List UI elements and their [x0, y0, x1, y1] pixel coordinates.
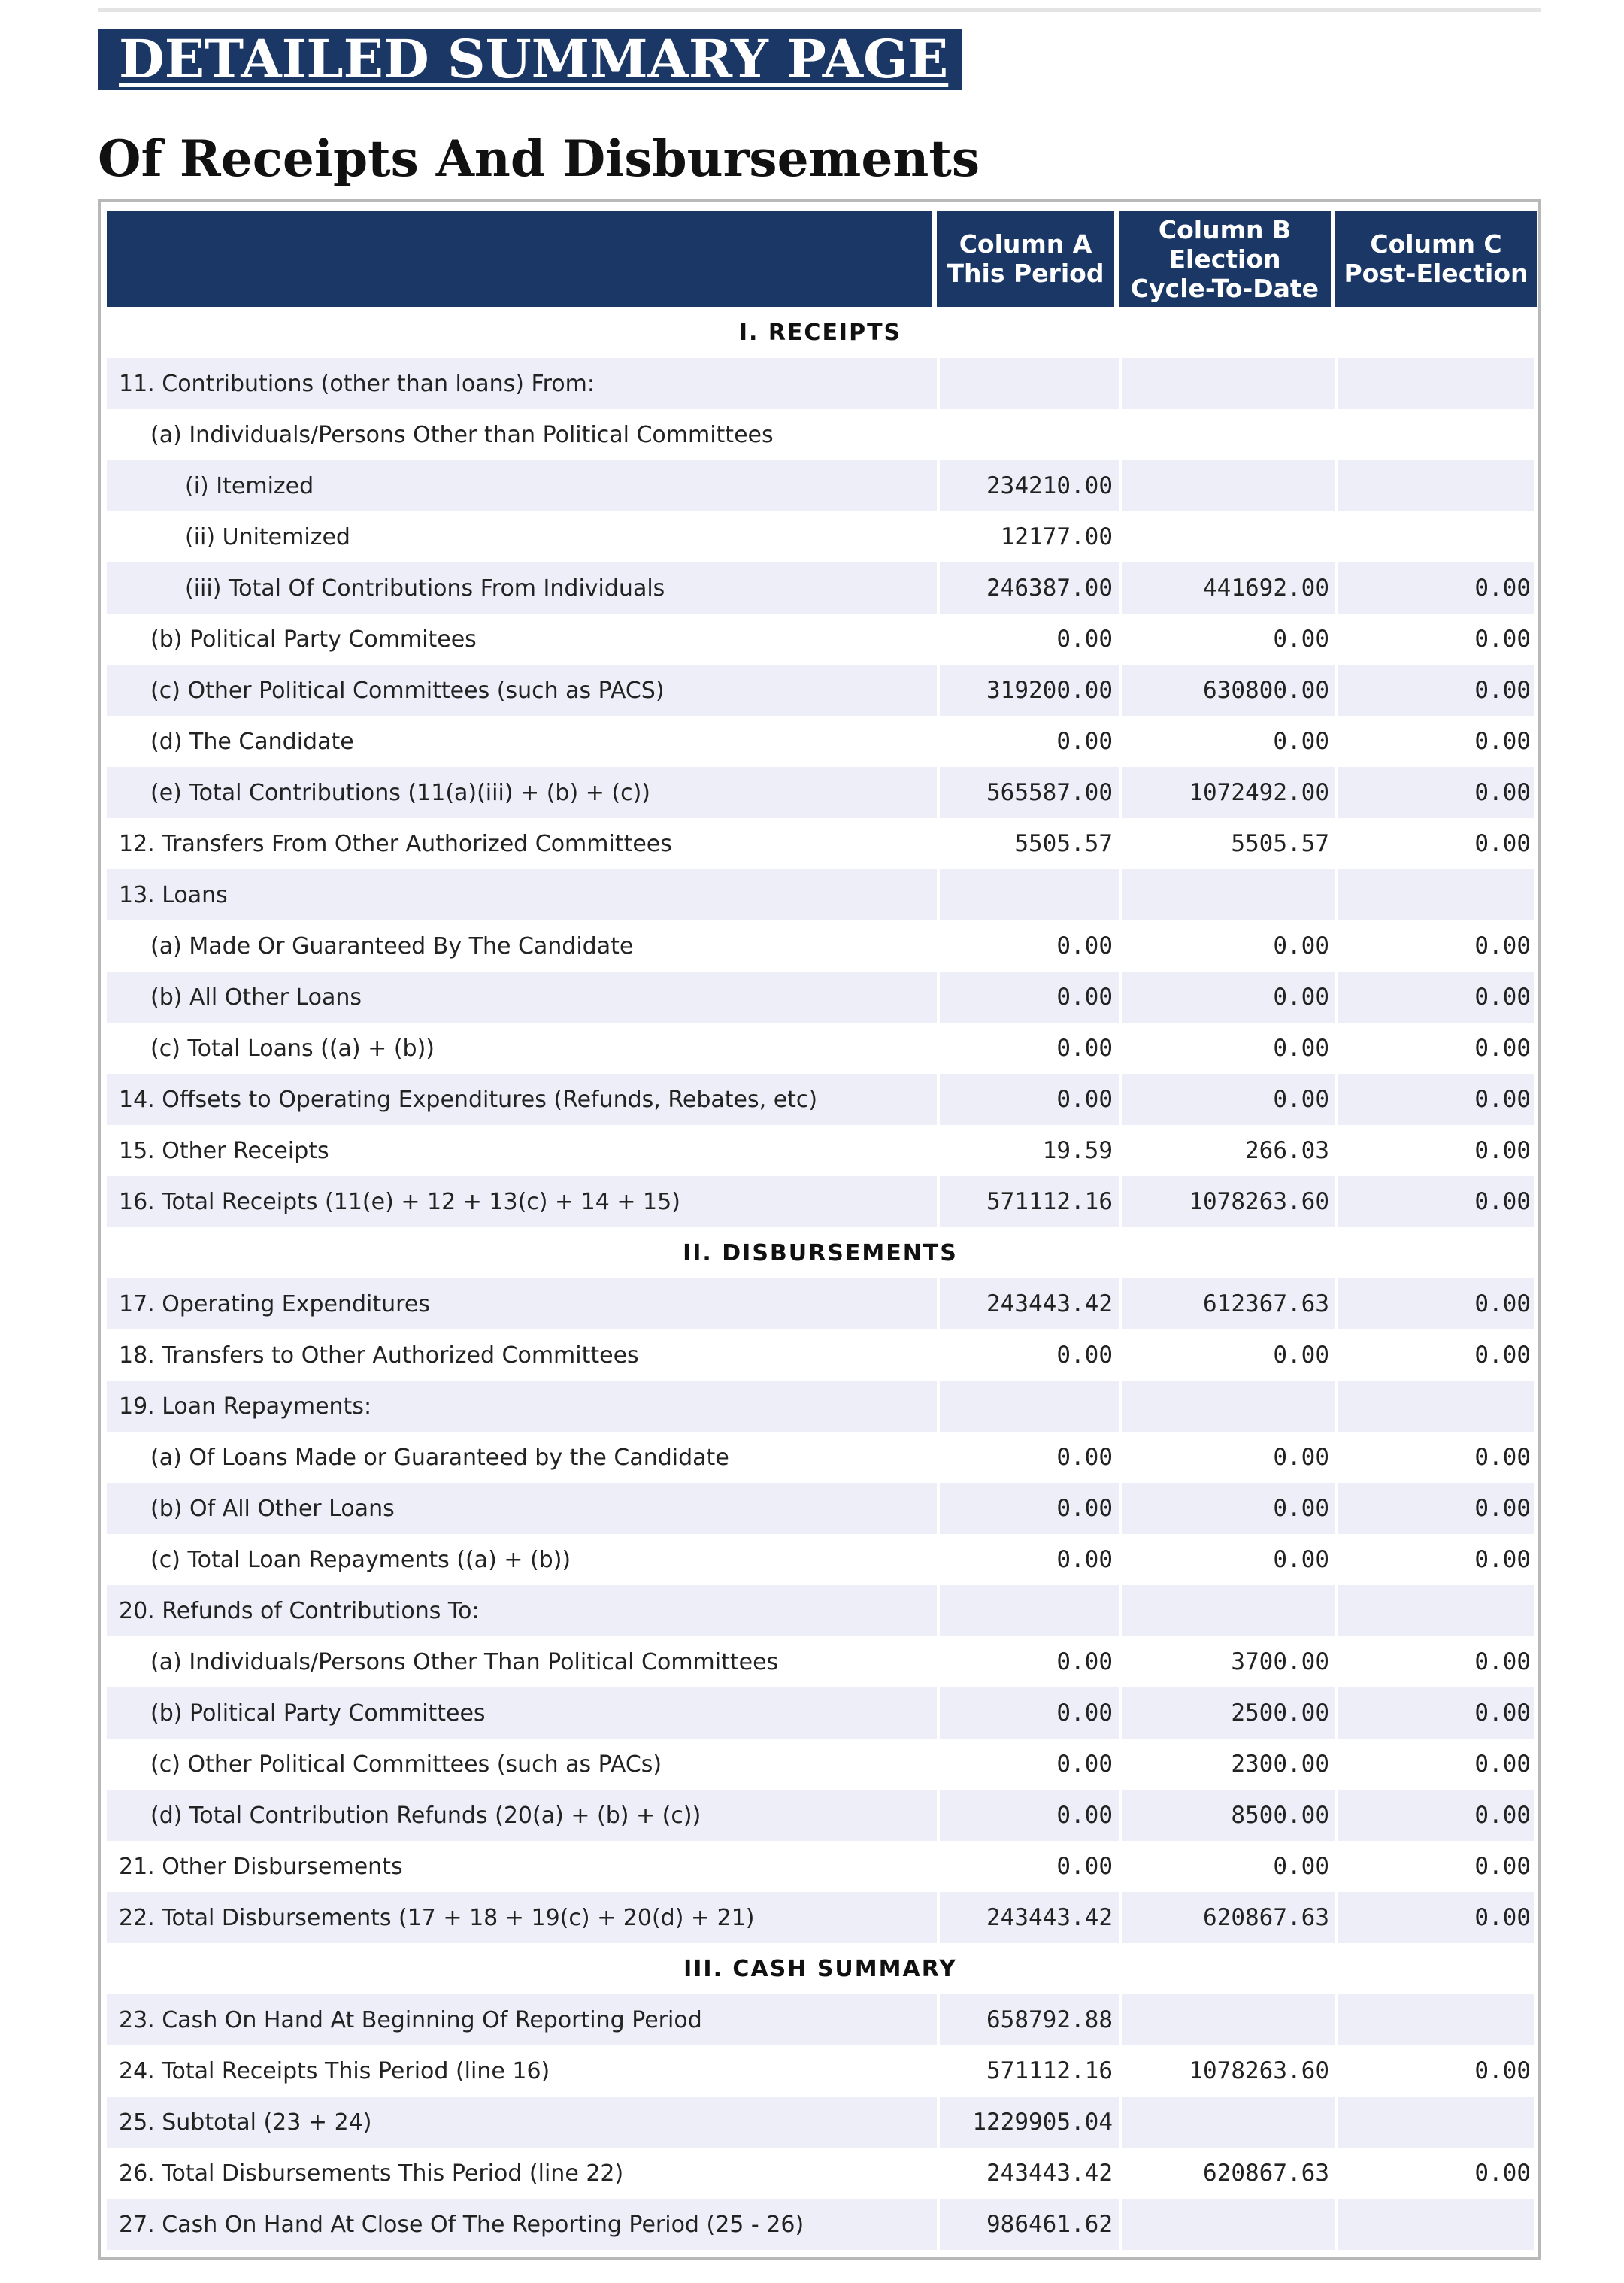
cell-column-a	[937, 1585, 1119, 1636]
table-row	[107, 2097, 1534, 2148]
table-row	[107, 1585, 1534, 1636]
table-row	[107, 614, 1534, 665]
cell-column-a: 658792.88	[937, 1994, 1119, 2045]
cell-column-b	[1119, 869, 1335, 920]
cell-column-b	[1119, 2097, 1335, 2148]
row-label: 14. Offsets to Operating Expenditures (Refunds, Rebates, etc)	[107, 1074, 937, 1125]
disbursements-rows	[107, 1278, 1534, 1943]
table-row	[107, 1023, 1534, 1074]
cash-summary-rows	[107, 1994, 1534, 2250]
cell-column-a: 0.00	[937, 1739, 1119, 1790]
cell-column-b: 3700.00	[1119, 1636, 1335, 1687]
cell-column-a: 0.00	[937, 1534, 1119, 1585]
table-row	[107, 1739, 1534, 1790]
cell-column-b: 441692.00	[1119, 562, 1335, 614]
cell-column-a	[937, 409, 1119, 460]
cell-column-c: 0.00	[1335, 818, 1534, 869]
row-label: (b) All Other Loans	[107, 972, 937, 1023]
row-label: (i) Itemized	[107, 460, 937, 511]
row-label: 19. Loan Repayments:	[107, 1381, 937, 1432]
cell-column-c: 0.00	[1335, 1687, 1534, 1739]
table-row	[107, 1074, 1534, 1125]
row-label: (b) Of All Other Loans	[107, 1483, 937, 1534]
table-row	[107, 767, 1534, 818]
row-label: (d) Total Contribution Refunds (20(a) + (b) + (c))	[107, 1790, 937, 1841]
cell-column-c: 0.00	[1335, 1841, 1534, 1892]
cell-column-b	[1119, 1381, 1335, 1432]
header-column-a	[937, 211, 1114, 307]
row-label: (c) Other Political Committees (such as PACs)	[150, 1751, 662, 1778]
table-row	[107, 2199, 1534, 2250]
cell-column-b: 612367.63	[1119, 1278, 1335, 1329]
cell-column-a: 243443.42	[937, 1892, 1119, 1943]
row-label: 18. Transfers to Other Authorized Committees	[119, 1342, 639, 1369]
row-label: (iii) Total Of Contributions From Individuals	[107, 562, 937, 614]
cell-column-b: 0.00	[1119, 1432, 1335, 1483]
section-header-disbursements: II. DISBURSEMENTS	[683, 1239, 958, 1266]
row-label: (c) Total Loan Repayments ((a) + (b))	[150, 1546, 571, 1573]
table-row	[107, 1329, 1534, 1381]
cell-column-c: 0.00	[1335, 972, 1534, 1023]
cell-column-a: 565587.00	[937, 767, 1119, 818]
cell-column-b: 0.00	[1119, 1483, 1335, 1534]
cell-column-b	[1119, 1585, 1335, 1636]
table-row	[107, 1534, 1534, 1585]
cell-column-a: 0.00	[937, 1636, 1119, 1687]
row-label: (c) Total Loans ((a) + (b))	[150, 1035, 435, 1062]
table-row	[107, 1994, 1534, 2045]
table-row	[107, 1278, 1534, 1329]
table-row	[107, 665, 1534, 716]
table-row	[107, 2045, 1534, 2097]
cell-column-a	[937, 358, 1119, 409]
table-row	[107, 1687, 1534, 1739]
cell-column-a: 0.00	[937, 614, 1119, 665]
cell-column-a: 0.00	[937, 1687, 1119, 1739]
cell-column-a: 243443.42	[937, 1278, 1119, 1329]
cell-column-c	[1335, 511, 1534, 562]
row-label: (a) Made Or Guaranteed By The Candidate	[150, 932, 634, 960]
cell-column-b: 0.00	[1119, 614, 1335, 665]
cell-column-c: 0.00	[1335, 562, 1534, 614]
cell-column-c	[1335, 2199, 1534, 2250]
row-label: 11. Contributions (other than loans) From:	[107, 358, 937, 409]
section-header-receipts: I. RECEIPTS	[738, 319, 902, 346]
table-row	[107, 818, 1534, 869]
row-label: 21. Other Disbursements	[119, 1853, 403, 1880]
cell-column-a: 0.00	[937, 1841, 1119, 1892]
cell-column-b: 0.00	[1119, 1023, 1335, 1074]
cell-column-b	[1119, 358, 1335, 409]
cell-column-a: 0.00	[937, 972, 1119, 1023]
cell-column-c: 0.00	[1335, 1176, 1534, 1227]
cell-column-c: 0.00	[1335, 1432, 1534, 1483]
header-column-c	[1335, 211, 1537, 307]
header-column-b	[1119, 211, 1331, 307]
cell-column-c	[1335, 409, 1534, 460]
header-column-a-line: This Period	[947, 259, 1104, 288]
cell-column-c: 0.00	[1335, 767, 1534, 818]
cell-column-c: 0.00	[1335, 1790, 1534, 1841]
header-blank-cell	[107, 211, 932, 307]
cell-column-c: 0.00	[1335, 1329, 1534, 1381]
table-row	[107, 869, 1534, 920]
cell-column-a: 5505.57	[937, 818, 1119, 869]
row-label: 22. Total Disbursements (17 + 18 + 19(c) + 20(d) + 21)	[107, 1892, 937, 1943]
cell-column-c: 0.00	[1335, 1534, 1534, 1585]
cell-column-c	[1335, 1381, 1534, 1432]
cell-column-c: 0.00	[1335, 614, 1534, 665]
cell-column-c: 0.00	[1335, 1636, 1534, 1687]
cell-column-c	[1335, 1994, 1534, 2045]
row-label: (a) Individuals/Persons Other Than Political Committees	[150, 1648, 779, 1675]
row-label: (ii) Unitemized	[185, 523, 350, 550]
row-label: 24. Total Receipts This Period (line 16)	[119, 2057, 550, 2084]
table-row	[107, 358, 1534, 409]
row-label: 27. Cash On Hand At Close Of The Reporting Period (25 - 26)	[107, 2199, 937, 2250]
row-label: 17. Operating Expenditures	[107, 1278, 937, 1329]
table-row	[107, 1381, 1534, 1432]
row-label: 20. Refunds of Contributions To:	[107, 1585, 937, 1636]
table-row	[107, 511, 1534, 562]
cell-column-a: 986461.62	[937, 2199, 1119, 2250]
cell-column-c: 0.00	[1335, 1483, 1534, 1534]
table-row	[107, 460, 1534, 511]
cell-column-b: 1078263.60	[1119, 1176, 1335, 1227]
cell-column-a: 243443.42	[937, 2148, 1119, 2199]
cell-column-c	[1335, 358, 1534, 409]
cell-column-c: 0.00	[1335, 1278, 1534, 1329]
cell-column-a: 0.00	[937, 1483, 1119, 1534]
table-row	[107, 1176, 1534, 1227]
header-column-b-line: Column B	[1158, 214, 1292, 244]
cell-column-a: 19.59	[937, 1125, 1119, 1176]
cell-column-a: 0.00	[937, 1074, 1119, 1125]
cell-column-c	[1335, 1585, 1534, 1636]
table-row	[107, 409, 1534, 460]
cell-column-b: 5505.57	[1119, 818, 1335, 869]
cell-column-a: 0.00	[937, 1023, 1119, 1074]
cell-column-a: 0.00	[937, 716, 1119, 767]
table-row	[107, 1790, 1534, 1841]
cell-column-b: 0.00	[1119, 972, 1335, 1023]
cell-column-b: 1078263.60	[1119, 2045, 1335, 2097]
cell-column-c: 0.00	[1335, 1892, 1534, 1943]
cell-column-a: 0.00	[937, 920, 1119, 972]
row-label: (a) Individuals/Persons Other than Political Committees	[150, 421, 774, 448]
table-row	[107, 2148, 1534, 2199]
cell-column-b: 0.00	[1119, 920, 1335, 972]
cell-column-a: 234210.00	[937, 460, 1119, 511]
row-label: 23. Cash On Hand At Beginning Of Reporting Period	[107, 1994, 937, 2045]
cell-column-b: 0.00	[1119, 1534, 1335, 1585]
header-column-c-line: Post-Election	[1344, 259, 1529, 288]
cell-column-b: 1072492.00	[1119, 767, 1335, 818]
cell-column-b: 620867.63	[1119, 2148, 1335, 2199]
table-row	[107, 1892, 1534, 1943]
table-row	[107, 1483, 1534, 1534]
cell-column-b: 620867.63	[1119, 1892, 1335, 1943]
cell-column-c	[1335, 869, 1534, 920]
cell-column-c: 0.00	[1335, 920, 1534, 972]
cell-column-b: 0.00	[1119, 716, 1335, 767]
cell-column-b: 630800.00	[1119, 665, 1335, 716]
row-label: 26. Total Disbursements This Period (line 22)	[119, 2160, 624, 2187]
page-subtitle: Of Receipts And Disbursements	[98, 129, 980, 188]
table-header	[107, 211, 1537, 307]
cell-column-b	[1119, 511, 1335, 562]
cell-column-c: 0.00	[1335, 1074, 1534, 1125]
cell-column-a: 12177.00	[937, 511, 1119, 562]
cell-column-c: 0.00	[1335, 1023, 1534, 1074]
cell-column-a	[937, 869, 1119, 920]
cell-column-c: 0.00	[1335, 2148, 1534, 2199]
cell-column-b	[1119, 1994, 1335, 2045]
cell-column-b	[1119, 460, 1335, 511]
cell-column-b: 2500.00	[1119, 1687, 1335, 1739]
cell-column-b	[1119, 409, 1335, 460]
table-row	[107, 972, 1534, 1023]
cell-column-b: 8500.00	[1119, 1790, 1335, 1841]
table-row	[107, 920, 1534, 972]
top-divider	[98, 8, 1541, 12]
row-label: (a) Of Loans Made or Guaranteed by the Candidate	[150, 1444, 729, 1471]
table-row	[107, 1636, 1534, 1687]
row-label: 13. Loans	[107, 869, 937, 920]
row-label: (d) The Candidate	[150, 728, 354, 755]
cell-column-c	[1335, 2097, 1534, 2148]
cell-column-c: 0.00	[1335, 716, 1534, 767]
header-column-b-line: Cycle-To-Date	[1130, 273, 1320, 303]
cell-column-a: 571112.16	[937, 1176, 1119, 1227]
cell-column-c: 0.00	[1335, 1125, 1534, 1176]
row-label: 12. Transfers From Other Authorized Committees	[119, 830, 672, 857]
table-row	[107, 562, 1534, 614]
page-banner	[98, 29, 962, 90]
cell-column-b	[1119, 2199, 1335, 2250]
cell-column-b: 0.00	[1119, 1841, 1335, 1892]
cell-column-c: 0.00	[1335, 2045, 1534, 2097]
receipts-rows	[107, 358, 1534, 1227]
cell-column-c: 0.00	[1335, 1739, 1534, 1790]
cell-column-a: 571112.16	[937, 2045, 1119, 2097]
cell-column-b: 0.00	[1119, 1329, 1335, 1381]
table-body	[107, 307, 1534, 2250]
table-row	[107, 1841, 1534, 1892]
table-row	[107, 1432, 1534, 1483]
row-label: (c) Other Political Committees (such as PACS)	[107, 665, 937, 716]
row-label: (b) Political Party Commitees	[150, 626, 477, 653]
header-column-a-line: Column A	[959, 229, 1092, 259]
cell-column-a: 0.00	[937, 1790, 1119, 1841]
section-header-cash-summary: III. CASH SUMMARY	[683, 1955, 957, 1982]
cell-column-c: 0.00	[1335, 665, 1534, 716]
row-label: (b) Political Party Committees	[107, 1687, 937, 1739]
cell-column-a: 319200.00	[937, 665, 1119, 716]
cell-column-a: 1229905.04	[937, 2097, 1119, 2148]
row-label: 15. Other Receipts	[119, 1137, 329, 1164]
cell-column-a: 0.00	[937, 1432, 1119, 1483]
cell-column-a: 246387.00	[937, 562, 1119, 614]
cell-column-b: 266.03	[1119, 1125, 1335, 1176]
table-row	[107, 1125, 1534, 1176]
header-column-c-line: Column C	[1370, 229, 1502, 259]
row-label: 25. Subtotal (23 + 24)	[107, 2097, 937, 2148]
cell-column-b: 0.00	[1119, 1074, 1335, 1125]
cell-column-c	[1335, 460, 1534, 511]
table-row	[107, 716, 1534, 767]
cell-column-a: 0.00	[937, 1329, 1119, 1381]
row-label: (e) Total Contributions (11(a)(iii) + (b) + (c))	[107, 767, 937, 818]
cell-column-b: 2300.00	[1119, 1739, 1335, 1790]
header-column-b-line: Election	[1168, 244, 1281, 274]
page-title: DETAILED SUMMARY PAGE	[119, 28, 949, 90]
row-label: 16. Total Receipts (11(e) + 12 + 13(c) + 14 + 15)	[107, 1176, 937, 1227]
cell-column-a	[937, 1381, 1119, 1432]
